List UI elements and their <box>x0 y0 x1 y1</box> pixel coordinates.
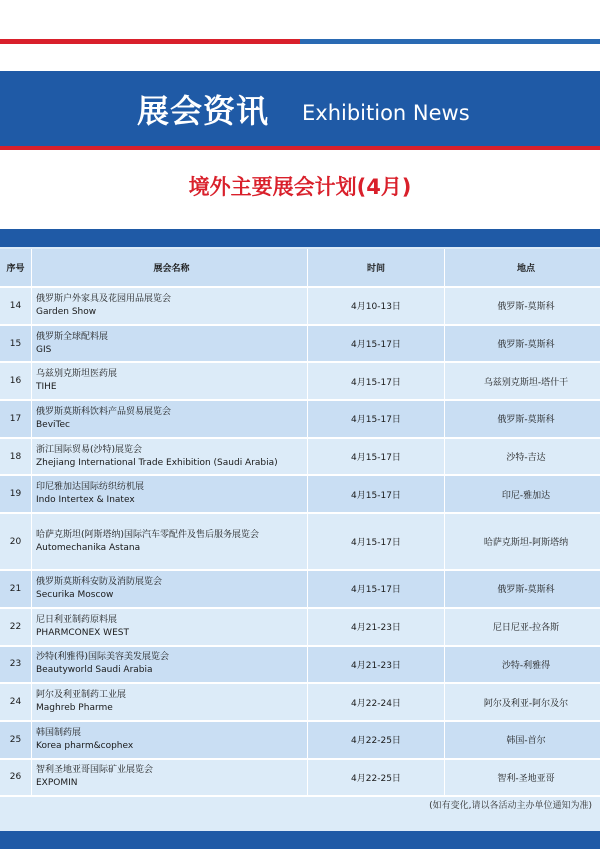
table-row <box>0 721 600 759</box>
row-number: 16 <box>0 362 32 400</box>
exhibition-place: 沙特-吉达 <box>445 438 600 476</box>
exhibition-name <box>32 287 308 325</box>
name-cn: 俄罗斯莫斯科饮料产品贸易展览会 <box>36 406 172 417</box>
exhibition-place: 俄罗斯-莫斯科 <box>445 400 600 438</box>
page-title: 展会资讯 <box>137 92 270 130</box>
exhibition-place: 韩国-首尔 <box>445 721 600 759</box>
table-row <box>0 513 600 570</box>
name-cn: 韩国制药展 <box>36 727 82 738</box>
name-cn: 俄罗斯全球配料展 <box>36 331 109 342</box>
exhibition-place: 乌兹别克斯坦-塔什干 <box>445 362 600 400</box>
exhibition-name <box>32 362 308 400</box>
exhibition-name <box>32 683 308 721</box>
exhibition-time: 4月15-17日 <box>308 362 445 400</box>
exhibition-name <box>32 759 308 797</box>
exhibition-place: 智利-圣地亚哥 <box>445 759 600 797</box>
table-row <box>0 287 600 325</box>
column-header-place: 地点 <box>445 249 600 287</box>
exhibition-name <box>32 513 308 570</box>
exhibition-time: 4月10-13日 <box>308 287 445 325</box>
name-en: Maghreb Pharme <box>36 703 113 714</box>
name-en: Indo Intertex & Inatex <box>36 495 135 506</box>
exhibition-time: 4月15-17日 <box>308 513 445 570</box>
exhibition-place: 俄罗斯-莫斯科 <box>445 287 600 325</box>
exhibition-name <box>32 608 308 646</box>
column-header-name: 展会名称 <box>32 249 308 287</box>
name-cn: 智利圣地亚哥国际矿业展览会 <box>36 765 154 776</box>
table-top-bar <box>0 229 600 247</box>
table-row <box>0 608 600 646</box>
row-number: 24 <box>0 683 32 721</box>
exhibition-time: 4月15-17日 <box>308 325 445 363</box>
exhibition-place: 印尼-雅加达 <box>445 475 600 513</box>
exhibition-time: 4月21-23日 <box>308 608 445 646</box>
name-cn: 浙江国际贸易(沙特)展览会 <box>36 444 143 455</box>
name-cn: 哈萨克斯坦(阿斯塔纳)国际汽车零配件及售后服务展览会 <box>36 529 260 540</box>
name-en: Automechanika Astana <box>36 542 141 553</box>
top-rule <box>0 39 600 44</box>
row-number: 26 <box>0 759 32 797</box>
exhibition-name <box>32 475 308 513</box>
row-number: 15 <box>0 325 32 363</box>
section-subtitle: 境外主要展会计划(4月) <box>188 175 412 199</box>
row-number: 22 <box>0 608 32 646</box>
name-cn: 乌兹别克斯坦医药展 <box>36 369 118 380</box>
name-cn: 阿尔及利亚制药工业展 <box>36 690 127 701</box>
table-row <box>0 683 600 721</box>
exhibition-time: 4月15-17日 <box>308 438 445 476</box>
row-number: 19 <box>0 475 32 513</box>
exhibition-place: 沙特-利雅得 <box>445 646 600 684</box>
table-row <box>0 570 600 608</box>
name-cn: 尼日利亚制药原料展 <box>36 614 118 625</box>
column-header-no: 序号 <box>0 249 32 287</box>
row-number: 18 <box>0 438 32 476</box>
table-row <box>0 646 600 684</box>
name-en: Korea pharm&cophex <box>36 740 134 751</box>
row-number: 17 <box>0 400 32 438</box>
table-row <box>0 400 600 438</box>
row-number: 20 <box>0 513 32 570</box>
exhibition-name <box>32 400 308 438</box>
name-cn: 沙特(利雅得)国际美容美发展览会 <box>36 652 170 663</box>
column-header-time: 时间 <box>308 249 445 287</box>
header-banner <box>0 71 600 150</box>
exhibition-name <box>32 721 308 759</box>
exhibition-place: 哈萨克斯坦-阿斯塔纳 <box>445 513 600 570</box>
exhibition-time: 4月15-17日 <box>308 475 445 513</box>
exhibition-time: 4月21-23日 <box>308 646 445 684</box>
name-en: TIHE <box>36 382 57 393</box>
exhibition-place: 俄罗斯-莫斯科 <box>445 570 600 608</box>
exhibition-name <box>32 325 308 363</box>
name-en: GIS <box>36 344 52 355</box>
row-number: 23 <box>0 646 32 684</box>
table-row <box>0 325 600 363</box>
name-en: Zhejiang International Trade Exhibition (Saudi Arabia) <box>36 457 278 468</box>
row-number: 14 <box>0 287 32 325</box>
table-row <box>0 759 600 797</box>
exhibition-place: 尼日尼亚-拉各斯 <box>445 608 600 646</box>
row-number: 25 <box>0 721 32 759</box>
exhibition-table <box>0 249 600 797</box>
exhibition-name <box>32 646 308 684</box>
name-cn: 俄罗斯户外家具及花园用品展览会 <box>36 293 172 304</box>
exhibition-time: 4月22-24日 <box>308 683 445 721</box>
name-cn: 俄罗斯莫斯科安防及消防展览会 <box>36 576 163 587</box>
table-row <box>0 475 600 513</box>
bottom-bar <box>0 831 600 849</box>
table-row <box>0 438 600 476</box>
exhibition-name <box>32 438 308 476</box>
name-en: EXPOMIN <box>36 778 78 789</box>
exhibition-time: 4月22-25日 <box>308 721 445 759</box>
name-en: PHARMCONEX WEST <box>36 627 129 638</box>
table-header-row <box>0 249 600 287</box>
name-en: Securika Moscow <box>36 589 114 600</box>
page-title-en: Exhibition News <box>302 101 470 125</box>
exhibition-place: 俄罗斯-莫斯科 <box>445 325 600 363</box>
exhibition-time: 4月15-17日 <box>308 400 445 438</box>
exhibition-time: 4月22-25日 <box>308 759 445 797</box>
name-cn: 印尼雅加达国际纺织纺机展 <box>36 482 145 493</box>
exhibition-name <box>32 570 308 608</box>
row-number: 21 <box>0 570 32 608</box>
footnote: (如有变化,请以各活动主办单位通知为准) <box>429 801 592 811</box>
exhibition-place: 阿尔及利亚-阿尔及尔 <box>445 683 600 721</box>
exhibition-time: 4月15-17日 <box>308 570 445 608</box>
name-en: Beautyworld Saudi Arabia <box>36 665 153 676</box>
name-en: BeviTec <box>36 419 70 430</box>
table-row <box>0 362 600 400</box>
name-en: Garden Show <box>36 306 97 317</box>
